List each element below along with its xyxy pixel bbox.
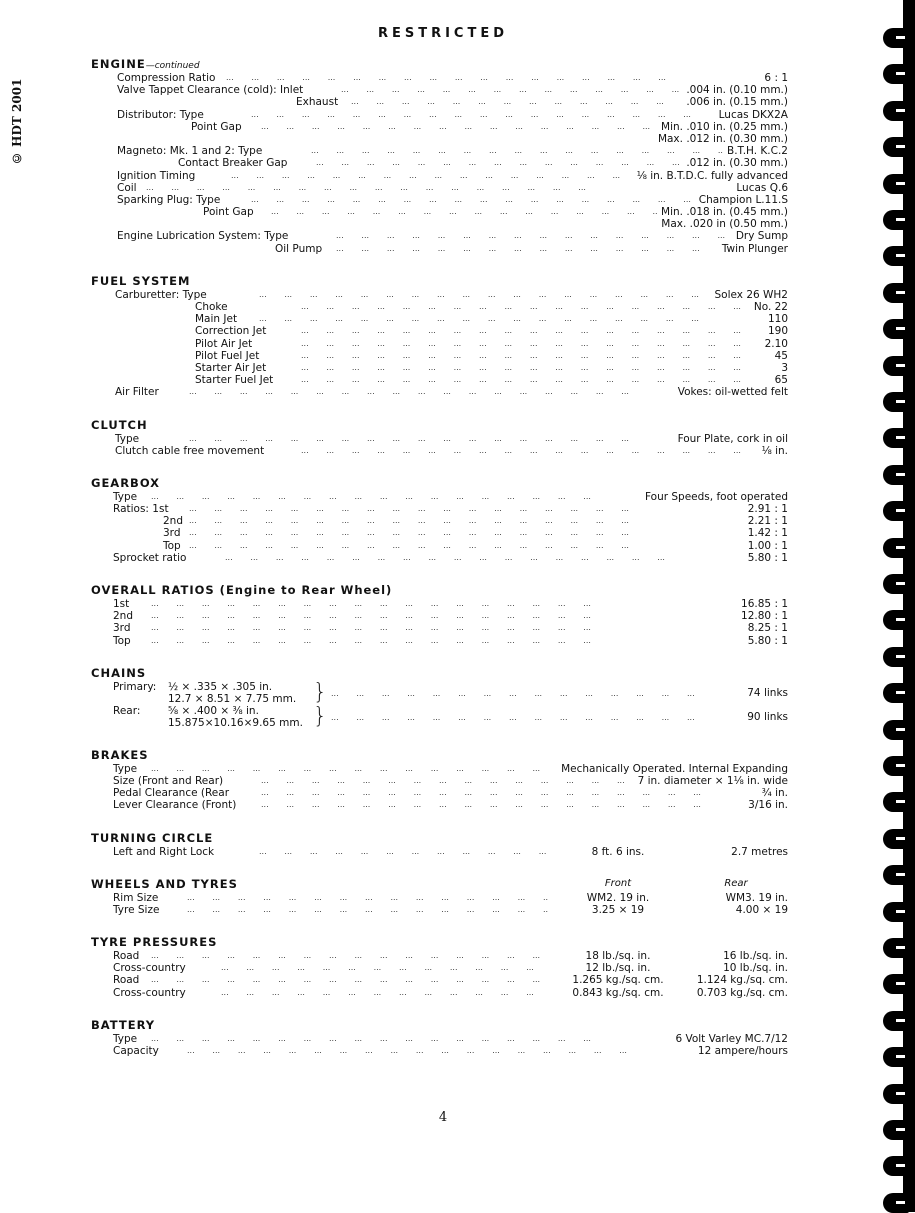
spec-row: Type ... Four Plate, cork in oil: [91, 433, 788, 445]
section-tyre-pressures: [91, 934, 788, 999]
spec-row: Air Filter ... Vokes: oil-wetted felt: [91, 386, 788, 398]
binding-loop: [883, 574, 909, 594]
section-title: BRAKES: [91, 747, 149, 762]
spec-row: Engine Lubrication System: Type ... Dry Sump: [91, 230, 788, 242]
spec-row: Sparking Plug: Type ... Champion L.11.S: [91, 194, 788, 206]
spec-row: Starter Air Jet ... 3: [91, 362, 788, 374]
section-title: TYRE PRESSURES: [91, 935, 218, 950]
spec-row: Road ... 1.265 kg./sq. cm. 1.124 kg./sq. cm.: [91, 974, 788, 986]
spec-row: Size (Front and Rear) ... 7 in. diameter × 1⅛ in. wide: [91, 775, 788, 787]
section-title: GEARBOX: [91, 475, 161, 490]
spec-row: Distributor: Type ... Lucas DKX2A: [91, 109, 788, 121]
spec-content: [91, 56, 788, 1057]
binding-loop: [883, 1120, 909, 1140]
binding-loop: [883, 319, 909, 339]
spec-row: 3rd ... 8.25 : 1: [91, 622, 788, 634]
binding-loop: [883, 720, 909, 740]
spec-row: Carburetter: Type ... Solex 26 WH2: [91, 289, 788, 301]
spec-row: Road ... 18 lb./sq. in. 16 lb./sq. in.: [91, 950, 788, 962]
section-title: WHEELS AND TYRES Front Rear: [91, 876, 788, 892]
spec-row: Main Jet ... 110: [91, 313, 788, 325]
binding-loop: [883, 246, 909, 266]
section-battery: [91, 1017, 788, 1057]
restricted-banner: RESTRICTED: [377, 26, 509, 41]
spec-row: Point Gap ... Min. .018 in. (0.45 mm.): [91, 206, 788, 218]
section-title: FUEL SYSTEM: [91, 273, 191, 288]
section-chains: [91, 665, 788, 729]
spec-row: Oil Pump ... Twin Plunger: [91, 243, 788, 255]
spec-row: Pilot Air Jet ... 2.10: [91, 338, 788, 350]
spec-row: Max. .012 in. (0.30 mm.): [91, 133, 788, 145]
binding-loop: [883, 64, 909, 84]
section-engine: [91, 56, 788, 255]
binding-loop: [883, 829, 909, 849]
spec-row: Type ... Mechanically Operated. Internal Expanding: [91, 763, 788, 775]
spec-row: Contact Breaker Gap ... .012 in. (0.30 mm.): [91, 157, 788, 169]
binding-loop: [883, 647, 909, 667]
section-turning-circle: [91, 830, 788, 858]
section-brakes: [91, 747, 788, 812]
binding-loop: [883, 756, 909, 776]
binding-loop: [883, 1011, 909, 1031]
spec-row: 2nd ... 12.80 : 1: [91, 610, 788, 622]
copyright-notice: © HDT 2001: [10, 78, 24, 166]
section-title: TURNING CIRCLE: [91, 830, 214, 845]
binding-loop: [883, 865, 909, 885]
binding-loop: [883, 356, 909, 376]
section-title: OVERALL RATIOS (Engine to Rear Wheel): [91, 583, 393, 597]
spec-row: Point Gap ... Min. .010 in. (0.25 mm.): [91, 121, 788, 133]
spec-row: Type ... Four Speeds, foot operated: [91, 491, 788, 503]
binding-loop: [883, 610, 909, 630]
binding-loop: [883, 902, 909, 922]
binding-loop: [883, 501, 909, 521]
spec-row: Top ... 1.00 : 1: [91, 540, 788, 552]
binding-loop: [883, 1047, 909, 1067]
binding-loop: [883, 683, 909, 703]
section-title: BATTERY: [91, 1017, 156, 1032]
binding-loop: [883, 465, 909, 485]
spec-row: Valve Tappet Clearance (cold): Inlet ... .004 in. (0.10 mm.): [91, 84, 788, 96]
spec-row: Coil ... Lucas Q.6: [91, 182, 788, 194]
section-overall-ratios: [91, 582, 788, 647]
binding-loop: [883, 28, 909, 48]
spec-row: Max. .020 in (0.50 mm.): [91, 218, 788, 230]
spec-row: Magneto: Mk. 1 and 2: Type ... B.T.H. K.C.2: [91, 145, 788, 157]
binding-loop: [883, 1193, 909, 1213]
chain-row-rear: Rear: ⅝ × .400 × ⅜ in. 15.875×10.16×9.65 mm. } ... 90 links: [91, 705, 788, 729]
spec-row: Cross-country ... 12 lb./sq. in. 10 lb./sq. in.: [91, 962, 788, 974]
binding-loop: [883, 974, 909, 994]
section-fuel-system: [91, 273, 788, 399]
spec-row: Tyre Size ... 3.25 × 19 4.00 × 19: [91, 904, 788, 916]
spec-row: Pilot Fuel Jet ... 45: [91, 350, 788, 362]
binding-loop: [883, 792, 909, 812]
spec-row: 1st ... 16.85 : 1: [91, 598, 788, 610]
spec-row: Sprocket ratio ... 5.80 : 1: [91, 552, 788, 564]
spec-row: Correction Jet ... 190: [91, 325, 788, 337]
spec-row: Capacity ... 12 ampere/hours: [91, 1045, 788, 1057]
binding-loop: [883, 428, 909, 448]
section-clutch: [91, 417, 788, 457]
spec-row: 2nd ... 2.21 : 1: [91, 515, 788, 527]
spec-row: Lever Clearance (Front) ... 3/16 in.: [91, 799, 788, 811]
binding-loop: [883, 283, 909, 303]
column-header-rear: Rear: [724, 877, 748, 889]
binding-loop: [883, 210, 909, 230]
spec-row: Cross-country ... 0.843 kg./sq. cm. 0.703 kg./sq. cm.: [91, 987, 788, 999]
binding-loop: [883, 392, 909, 412]
spec-row: Exhaust ... .006 in. (0.15 mm.): [91, 96, 788, 108]
brace-icon: }: [313, 679, 327, 705]
spec-row: Compression Ratio ... 6 : 1: [91, 72, 788, 84]
spec-row: Type ... 6 Volt Varley MC.7/12: [91, 1033, 788, 1045]
section-gearbox: [91, 475, 788, 564]
binding-loop: [883, 938, 909, 958]
spec-row: Top ... 5.80 : 1: [91, 635, 788, 647]
spec-row: Clutch cable free movement ... ⅛ in.: [91, 445, 788, 457]
spec-row: Starter Fuel Jet ... 65: [91, 374, 788, 386]
binding-loop: [883, 174, 909, 194]
binding-loop: [883, 1156, 909, 1176]
section-wheels-tyres: [91, 876, 788, 916]
binding-loop: [883, 101, 909, 121]
spec-row: Left and Right Lock ... 8 ft. 6 ins. 2.7 metres: [91, 846, 788, 858]
column-header-front: Front: [604, 877, 632, 889]
spec-row: Pedal Clearance (Rear ... ¾ in.: [91, 787, 788, 799]
chain-row-primary: Primary: ½ × .335 × .305 in. 12.7 × 8.51 × 7.75 mm. } ... 74 links: [91, 681, 788, 705]
section-title: CLUTCH: [91, 417, 148, 432]
spec-row: Ignition Timing ... ⅛ in. B.T.D.C. fully advanced: [91, 170, 788, 182]
section-title: CHAINS: [91, 665, 147, 680]
spec-row: Ratios: 1st ... 2.91 : 1: [91, 503, 788, 515]
page-number: 4: [438, 1110, 448, 1125]
spec-row: Rim Size ... WM2. 19 in. WM3. 19 in.: [91, 892, 788, 904]
brace-icon: }: [313, 703, 327, 729]
binding-loop: [883, 538, 909, 558]
binding-loop: [883, 137, 909, 157]
binding-loop: [883, 1084, 909, 1104]
spiral-binding: [875, 0, 915, 1212]
section-title: ENGINE—continued: [91, 57, 200, 71]
spec-row: 3rd ... 1.42 : 1: [91, 527, 788, 539]
spec-row: Choke ... No. 22: [91, 301, 788, 313]
